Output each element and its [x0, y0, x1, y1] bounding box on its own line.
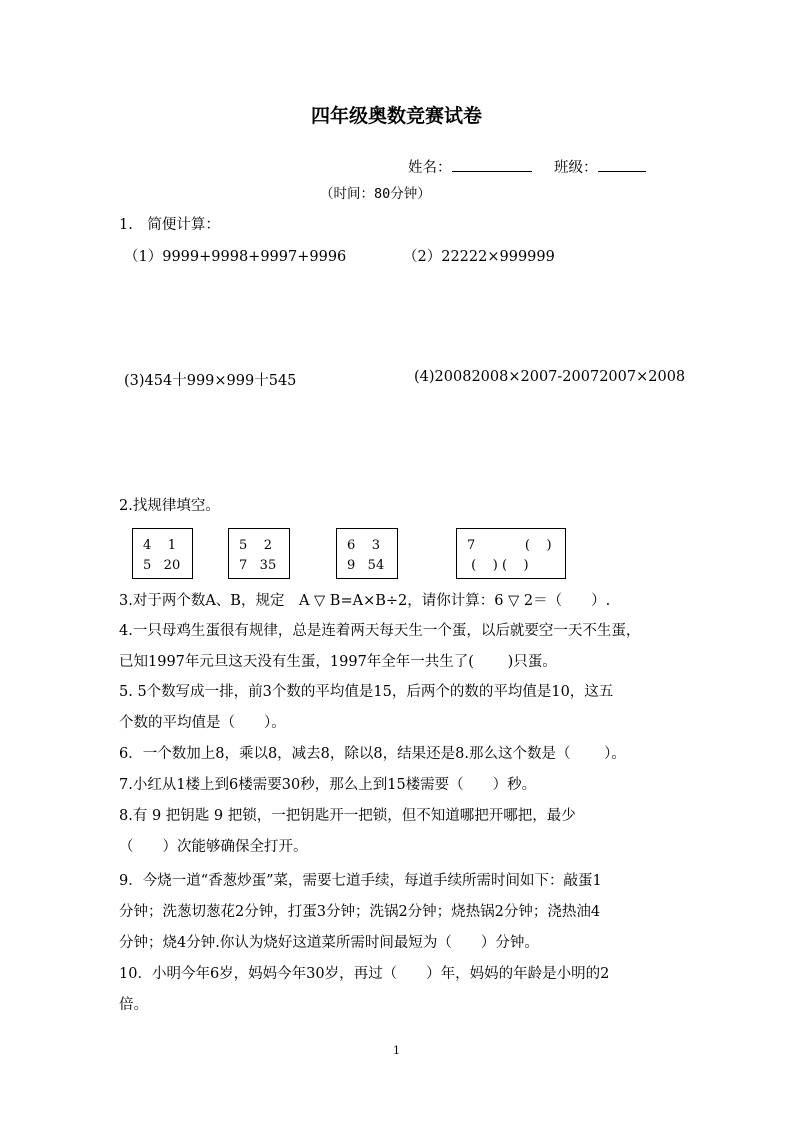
question-line: （ ）次能够确保全打开。: [119, 839, 308, 855]
question-line: 已知1997年元旦这天没有生蛋，1997年全年一共生了( )只蛋。: [119, 654, 557, 670]
question-line: 9．今烧一道“香葱炒蛋”菜，需要七道手续，每道手续所需时间如下：敲蛋1: [119, 873, 602, 889]
question-line: 8.有 9 把钥匙 9 把锁，一把钥匙开一把锁，但不知道哪把开哪把，最少: [119, 808, 576, 824]
name-blank[interactable]: [452, 157, 532, 172]
q1-item-1: （1）9999+9998+9997+9996: [124, 249, 347, 265]
class-blank[interactable]: [598, 157, 646, 172]
pattern-box-3: [336, 528, 398, 579]
q1-item-2: （2）22222×999999: [403, 249, 555, 265]
question-line: 分钟；烧4分钟.你认为烧好这道菜所需时间最短为（ ）分钟。: [119, 935, 539, 951]
pattern-box-row: 9 54: [347, 558, 385, 573]
question-line: 7.小红从1楼上到6楼需要30秒，那么上到15楼需要（ ）秒。: [119, 777, 537, 793]
pattern-box-row: 5 2: [239, 538, 273, 553]
pattern-box-row: 4 1: [143, 538, 177, 553]
question-line: 个数的平均值是（ ）。: [119, 715, 286, 731]
name-label: 姓名：: [408, 160, 452, 176]
class-label: 班级：: [554, 160, 598, 176]
pattern-box-row: 6 3: [347, 538, 381, 553]
page-title: 四年级奥数竞赛试卷: [310, 105, 482, 127]
time-limit: （时间：80分钟）: [320, 186, 431, 202]
pattern-box-4[interactable]: [456, 528, 566, 579]
pattern-box-row: ( ) ( ): [467, 558, 529, 573]
question-line: 分钟；洗葱切葱花2分钟，打蛋3分钟；洗锅2分钟；烧热锅2分钟；浇热油4: [119, 904, 601, 920]
q2-heading: 2.找规律填空。: [119, 498, 220, 514]
class-field[interactable]: [554, 156, 646, 177]
page-number: 1: [393, 1044, 400, 1057]
pattern-box-row: 7 ( ): [467, 538, 552, 553]
question-line: 4.一只母鸡生蛋很有规律，总是连着两天每天生一个蛋，以后就要空一天不生蛋，: [119, 623, 641, 639]
question-line: 倍。: [119, 997, 148, 1013]
pattern-box-1: [132, 528, 193, 579]
pattern-box-row: 5 20: [143, 558, 181, 573]
question-line: 5. 5个数写成一排，前3个数的平均值是15，后两个的数的平均值是10，这五: [119, 684, 614, 700]
q1-heading: 1. 简便计算：: [119, 217, 220, 233]
question-line: 6．一个数加上8，乘以8，减去8，除以8，结果还是8.那么这个数是（ ）。: [119, 746, 626, 762]
name-field[interactable]: [408, 156, 532, 177]
question-line: 3.对于两个数A、B，规定 A ▽ B=A×B÷2，请你计算：6 ▽ 2＝（ ）.: [119, 593, 611, 609]
q1-item-4: (4)20082008×2007-20072007×2008: [414, 369, 686, 385]
pattern-box-2: [228, 528, 290, 579]
question-line: 10．小明今年6岁，妈妈今年30岁，再过（ ）年，妈妈的年龄是小明的2: [119, 966, 610, 982]
q1-item-3: (3)454十999×999十545: [124, 373, 297, 389]
pattern-box-row: 7 35: [239, 558, 277, 573]
